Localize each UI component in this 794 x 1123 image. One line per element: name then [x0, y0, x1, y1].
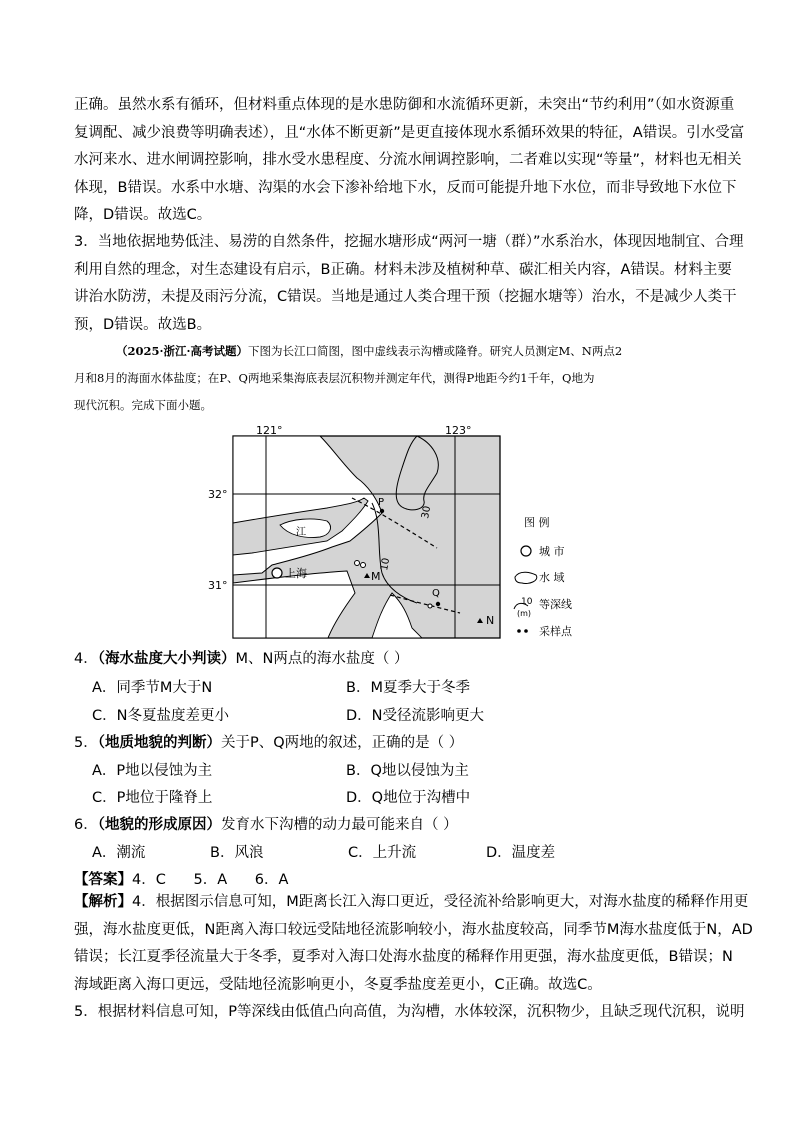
answer-explanation-top	[74, 92, 745, 230]
label-m: M	[371, 570, 381, 583]
legend-sample-icon	[517, 629, 521, 633]
option-5c[interactable]: C．P地位于隆脊上	[92, 790, 213, 806]
intro-line-3: 现代沉积。完成下面小题。	[74, 398, 212, 412]
yangtze-estuary-map	[208, 423, 612, 641]
answer-text: 4．C 5．A 6．A	[132, 872, 289, 888]
answer-explanation-3	[74, 229, 744, 339]
option-6d[interactable]: D．温度差	[486, 845, 556, 861]
isobath-10-label: 10	[379, 557, 393, 572]
legend-title: 图 例	[524, 516, 550, 529]
question-stem: 发育水下沟槽的动力最可能来自（ ）	[220, 817, 458, 833]
option-4c[interactable]: C．N冬夏盐度差更小	[92, 708, 229, 724]
question-6: 6．（地貌的形成原因）发育水下沟槽的动力最可能来自（ ）	[74, 817, 458, 833]
intro-line-1: （2025·浙江·高考试题）下图为长江口简图，图中虚线表示沟槽或隆脊。研究人员测定M、N两点2	[116, 344, 623, 358]
option-6a[interactable]: A．潮流	[92, 845, 146, 861]
question-tag: （地貌的形成原因）	[97, 817, 221, 833]
legend-city-icon	[521, 546, 531, 556]
text-line: 错误；长江夏季径流量大于冬季，夏季对入海口处海水盐度的稀释作用更强，海水盐度更低，B错误；N	[74, 949, 733, 965]
option-4a[interactable]: A．同季节M大于N	[92, 680, 213, 696]
analysis	[74, 889, 753, 1027]
option-4d[interactable]: D．N受径流影响更大	[346, 708, 485, 724]
legend-isobath-label: 等深线	[539, 598, 572, 611]
text-line: 复调配、减少浪费等明确表述），且“水体不断更新”是更直接体现水系循环效果的特征，A错误。引水受富	[74, 124, 745, 141]
shanghai-label: 上海	[285, 567, 307, 580]
text-line: 海域距离入海口更远，受陆地径流影响更小，冬夏季盐度差更小，C正确。故选C。	[74, 976, 602, 993]
text-line: 正确。虽然水系有循环，但材料重点体现的是水患防御和水流循环更新，未突出“节约利用”（如水资源重	[74, 97, 735, 113]
shanghai-city-marker	[272, 568, 282, 578]
legend-water-label: 水 域	[539, 571, 565, 584]
text-line: 水河来水、进水闸调控影响，排水受水患程度、分流水闸调控影响，二者难以实现“等量”，材料也无相关	[74, 152, 742, 168]
option-6b[interactable]: B．风浪	[210, 845, 264, 861]
source-tag: （2025·浙江·高考试题）	[116, 344, 249, 358]
option-5a[interactable]: A．P地以侵蚀为主	[92, 763, 213, 779]
isobath-30-label: 30	[420, 505, 434, 520]
city-marker	[428, 604, 432, 608]
city-marker	[361, 563, 366, 568]
text-line: 体现，B错误。水系中水塘、沟渠的水会下渗补给地下水，反而可能提升地下水位，而非导致地下水位下	[74, 179, 737, 196]
label-q: Q	[432, 588, 440, 599]
legend-water-icon	[515, 572, 537, 583]
sample-point-p	[380, 509, 384, 513]
city-marker	[355, 561, 360, 566]
lon-label-123: 123°	[445, 424, 472, 437]
option-6c[interactable]: C．上升流	[348, 845, 417, 861]
text-line: 3．当地依据地势低洼、易涝的自然条件，挖掘水塘形成“两河一塘（群）”水系治水，体现因地制宜、合理	[74, 234, 744, 250]
lat-label-32: 32°	[208, 488, 228, 501]
text-line: 强，海水盐度更低，N距离入海口较远受陆地径流影响较小，海水盐度较高，同季节M海水盐度低于N，AD	[74, 921, 753, 938]
legend-sample-label: 采样点	[539, 625, 572, 638]
analysis-first-line: 【解析】4．根据图示信息可知，M距离长江入海口更近，受径流补给影响更大，对海水盐度的稀释作用更	[74, 894, 749, 910]
sample-point-q	[436, 602, 440, 606]
text-line: 降，D错误。故选C。	[74, 207, 212, 223]
analysis-label: 【解析】	[74, 894, 132, 910]
text-line: 预，D错误。故选B。	[74, 316, 212, 333]
river-label: 江	[296, 527, 306, 538]
option-5b[interactable]: B．Q地以侵蚀为主	[346, 763, 469, 779]
question-tag: （地质地貌的判断）	[97, 735, 221, 751]
question-stem: M、N两点的海水盐度（ ）	[235, 651, 409, 667]
option-5d[interactable]: D．Q地位于沟槽中	[346, 790, 471, 806]
option-4b[interactable]: B．M夏季大于冬季	[346, 680, 470, 696]
answer-line	[74, 868, 288, 889]
question-intro	[74, 338, 724, 419]
intro-line-2: 月和8月的海面水体盐度；在P、Q两地采集海底表层沉积物并测定年代，测得P地距今约1千年，Q地为	[74, 371, 595, 385]
text-line: 5．根据材料信息可知，P等深线由低值凸向高值，为沟槽，水体较深，沉积物少，且缺乏现代沉积，说明	[74, 1004, 745, 1020]
text-line: 利用自然的理念，对生态建设有启示，B正确。材料未涉及植树种草、碳汇相关内容，A错误。材料主要	[74, 261, 732, 278]
question-tag: （海水盐度大小判读）	[97, 651, 236, 667]
question-4: 4．（海水盐度大小判读）M、N两点的海水盐度（ ）	[74, 651, 409, 667]
lon-label-121: 121°	[256, 424, 283, 437]
question-5: 5．（地质地貌的判断）关于P、Q两地的叙述，正确的是（ ）	[74, 735, 464, 751]
lat-label-31: 31°	[208, 579, 228, 592]
legend-isobath-value: 10	[521, 597, 533, 607]
legend-city-label: 城 市	[539, 545, 565, 558]
text-line: 讲治水防涝，未提及雨污分流，C错误。当地是通过人类合理干预（挖掘水塘等）治水，不是减少人类干	[74, 289, 737, 305]
label-p: P	[378, 497, 385, 508]
legend-sample-icon	[524, 629, 528, 633]
answer-label: 【答案】	[74, 872, 132, 888]
label-n: N	[486, 614, 495, 627]
legend-isobath-unit: (m)	[517, 609, 532, 618]
question-stem: 关于P、Q两地的叙述，正确的是（ ）	[220, 735, 464, 751]
